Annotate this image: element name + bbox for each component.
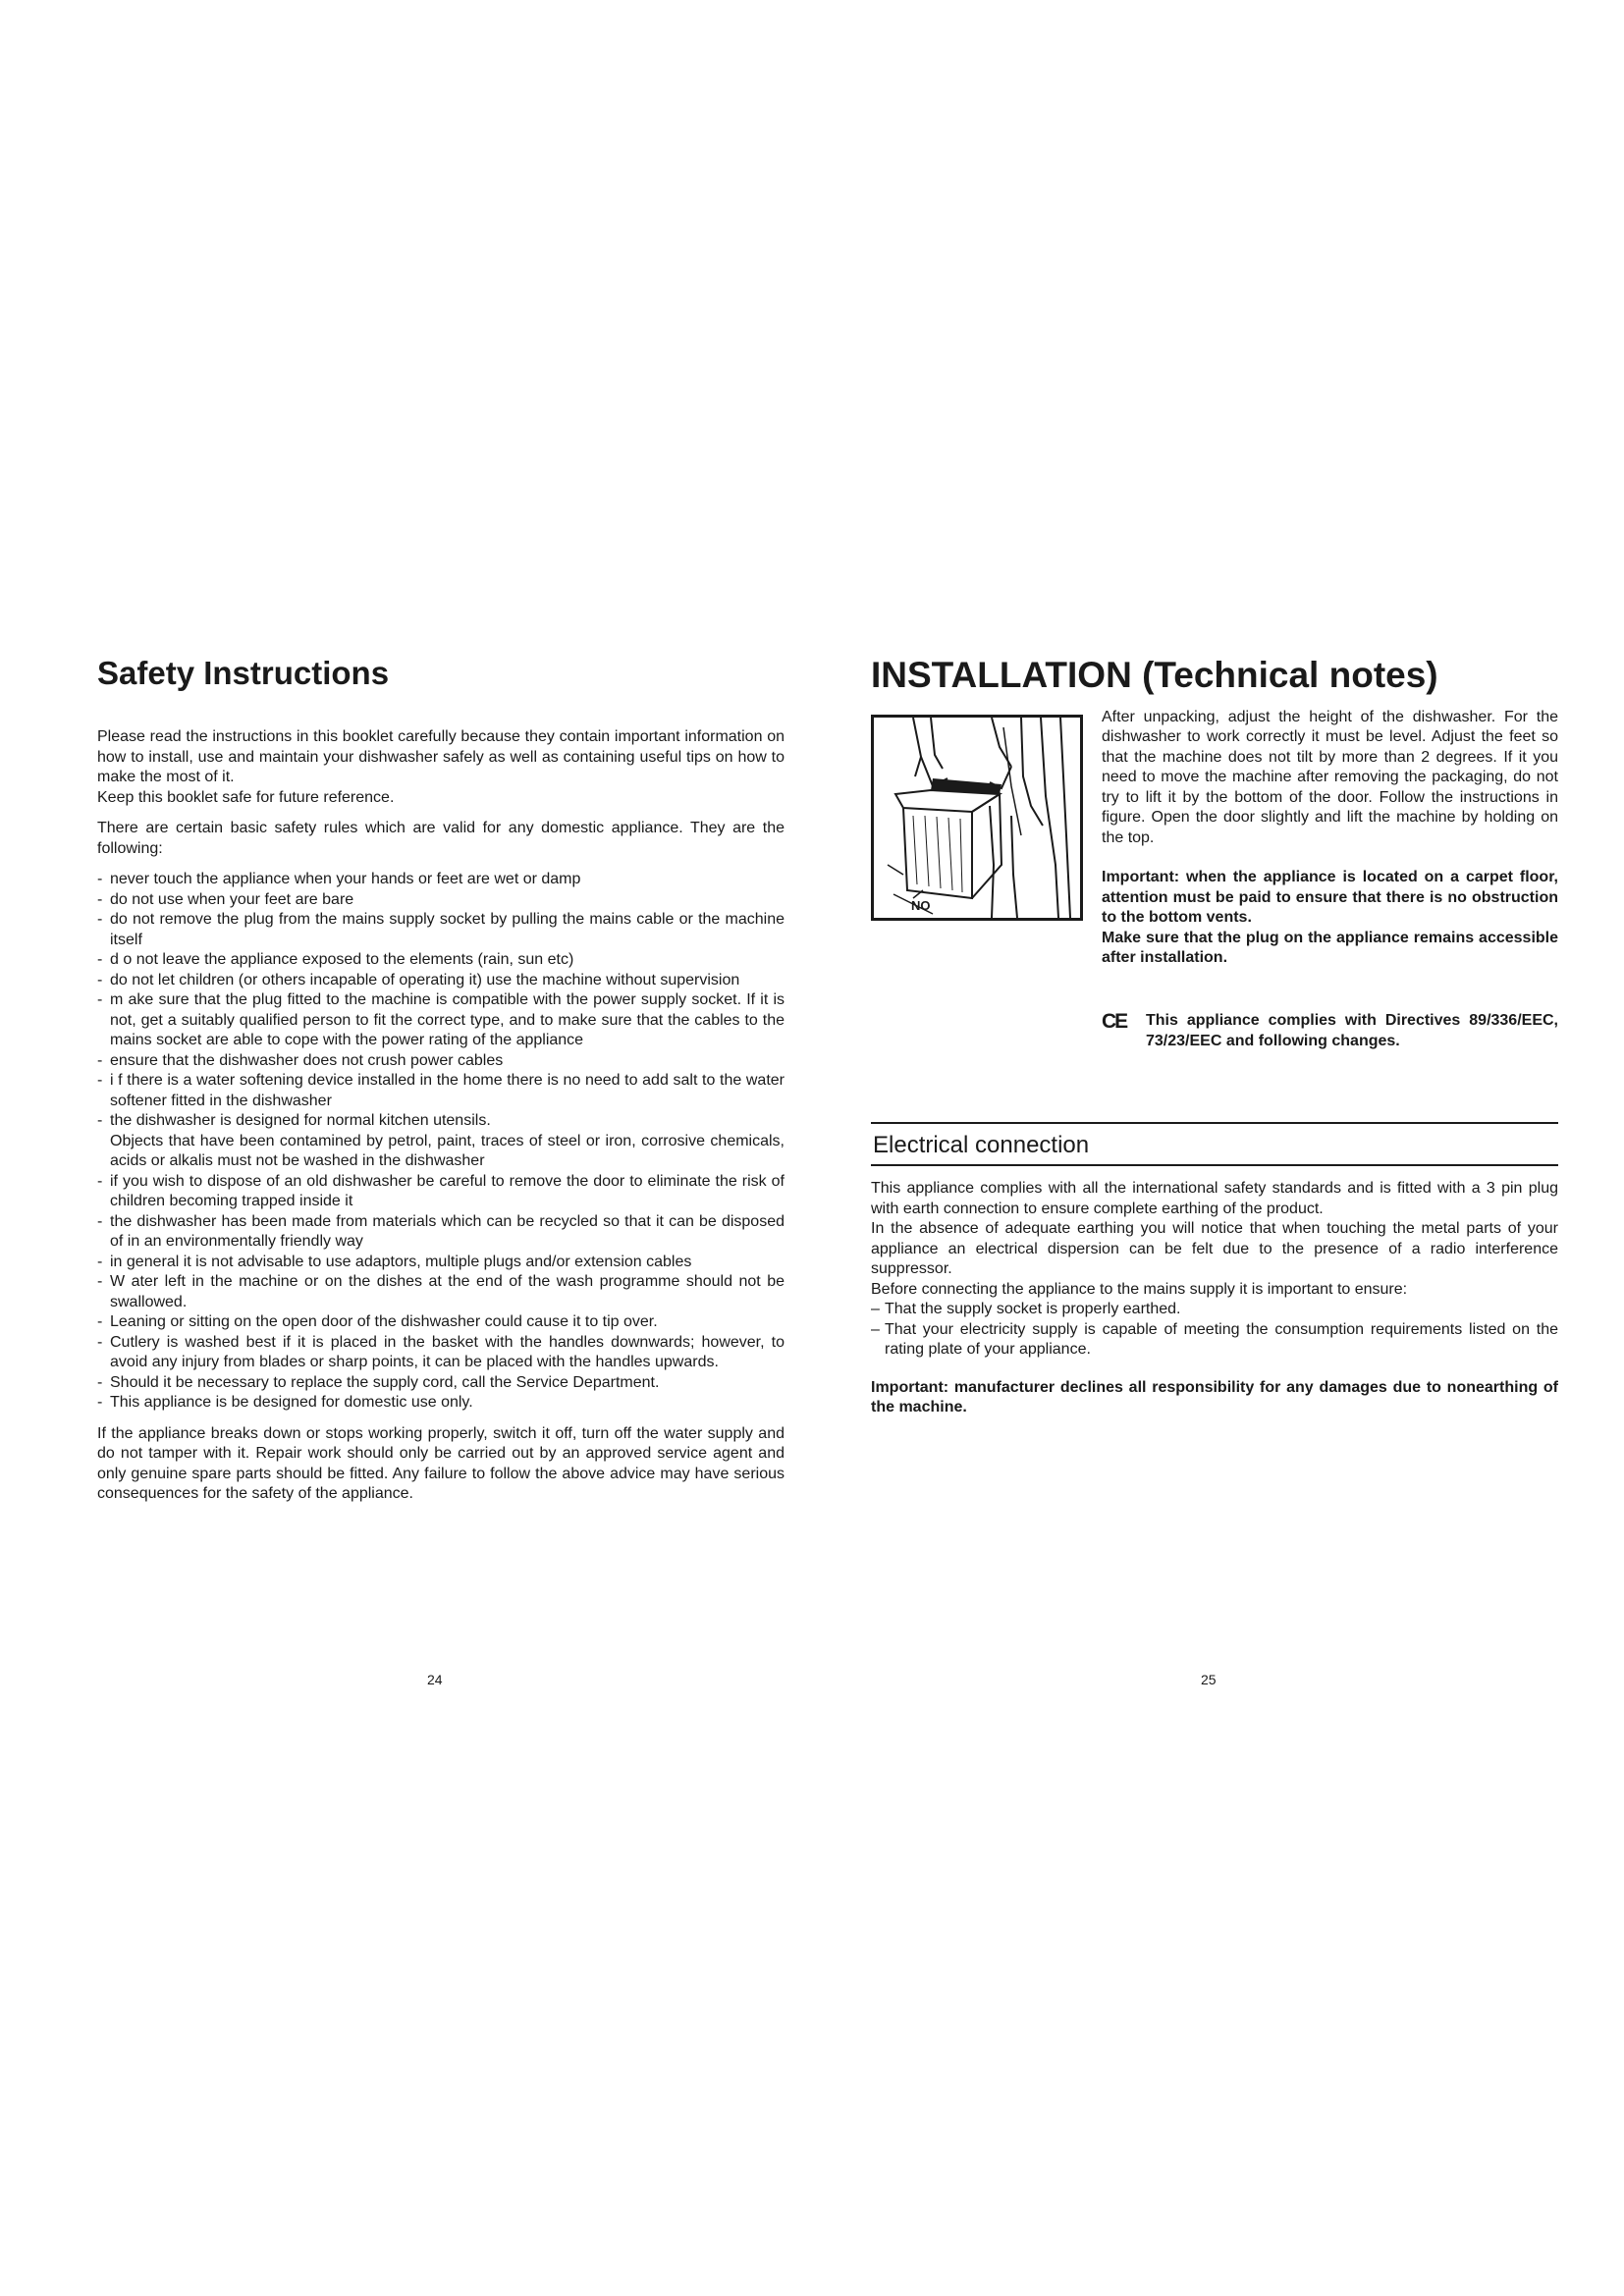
elec-important: Important: manufacturer declines all responsibility for any damages due to nonearthing of the machine. — [871, 1378, 1558, 1415]
elec-checklist — [871, 1300, 1558, 1361]
elec-paragraph-1: This appliance complies with all the international safety standards and is fitted with a 3 pin plug with earth connection to ensure complete earthing of the product. — [871, 1180, 1558, 1217]
list-item: - do not use when your feet are bare — [97, 890, 354, 908]
keep-paragraph: Keep this booklet safe for future reference. — [97, 788, 395, 806]
left-page — [97, 656, 785, 1505]
list-item: – That the supply socket is properly earthed. — [871, 1301, 1181, 1317]
list-item: – That your electricity supply is capable of meeting the consumption requirements listed on the rating plate of your appliance. — [871, 1320, 1558, 1358]
rules-intro: There are certain basic safety rules which are valid for any domestic appliance. They are the following: — [97, 820, 785, 857]
elec-paragraph-2: In the absence of adequate earthing you will notice that when touching the metal parts of your appliance an electrical dispersion can be felt due to the presence of a radio interference suppressor. — [871, 1220, 1558, 1277]
person-lifting-dishwasher-illustration — [874, 718, 1080, 918]
list-item: - m ake sure that the plug fitted to the machine is compatible with the power supply socket. If it is not, get a suitably qualified person to fit the correct type, and to make sure that the cables to the mains socket are able to cope with the power rating of the appliance — [97, 991, 785, 1049]
install-paragraph: After unpacking, adjust the height of the dishwasher. For the dishwasher to work correctly it must be level. Adjust the feet so that the machine does not tilt by more than 2 degrees. If it you need to move the machine after removing the packaging, do not try to lift it by the bottom of the door. Follow the instructions in figure. Open the door slightly and lift the machine by holding on the top. — [1102, 708, 1558, 846]
installation-text — [1102, 708, 1558, 969]
installation-section — [871, 708, 1558, 1012]
list-item: - do not remove the plug from the mains supply socket by pulling the mains cable or the machine itself — [97, 911, 785, 948]
page-number-right: 25 — [1201, 1672, 1217, 1687]
list-item: - do not let children (or others incapable of operating it) use the machine without supervision — [97, 971, 740, 988]
list-item: - never touch the appliance when your hands or feet are wet or damp — [97, 871, 581, 888]
elec-paragraph-3: Before connecting the appliance to the mains supply it is important to ensure: — [871, 1280, 1408, 1298]
electrical-section — [871, 1122, 1558, 1418]
figure-no-label: NO — [911, 897, 931, 913]
list-item: - W ater left in the machine or on the dishes at the end of the wash programme should not be swallowed. — [97, 1273, 785, 1310]
breakdown-paragraph: If the appliance breaks down or stops working properly, switch it off, turn off the water supply and do not tamper with it. Repair work should only be carried out by an approved service agent and only genuine spare parts should be fitted. Any failure to follow the above advice may have serious consequences for the safety of the appliance. — [97, 1424, 785, 1503]
ce-compliance — [1102, 1011, 1558, 1051]
list-item: - Should it be necessary to replace the supply cord, call the Service Department. — [97, 1373, 660, 1391]
list-item: - This appliance is be designed for domestic use only. — [97, 1394, 473, 1412]
list-item: - in general it is not advisable to use adaptors, multiple plugs and/or extension cables — [97, 1253, 692, 1270]
list-item: - i f there is a water softening device installed in the home there is no need to add salt to the water softener fitted in the dishwasher — [97, 1072, 785, 1109]
list-item: - d o not leave the appliance exposed to the elements (rain, sun etc) — [97, 951, 574, 969]
important-carpet: Important: when the appliance is located on a carpet floor, attention must be paid to ensure that there is no obstruction to the bottom vents. — [1102, 869, 1558, 927]
safety-rules-list — [97, 870, 785, 1414]
electrical-title: Electrical connection — [871, 1122, 1558, 1166]
right-page — [871, 655, 1558, 1415]
list-item: - if you wish to dispose of an old dishwasher be careful to remove the door to eliminate the risk of children becoming trapped inside it — [97, 1172, 785, 1210]
lifting-illustration — [871, 715, 1083, 921]
rule-note: Objects that have been contamined by petrol, paint, traces of steel or iron, corrosive chemicals, acids or alkalis must not be washed in the dishwasher — [110, 1132, 785, 1170]
list-item: - Leaning or sitting on the open door of the dishwasher could cause it to tip over. — [97, 1313, 658, 1331]
installation-title: INSTALLATION (Technical notes) — [871, 655, 1438, 695]
list-item: - the dishwasher has been made from materials which can be recycled so that it can be disposed of in an environmentally friendly way — [97, 1212, 785, 1251]
important-plug: Make sure that the plug on the appliance remains accessible after installation. — [1102, 929, 1558, 967]
ce-mark-icon: CE — [1102, 1010, 1127, 1033]
list-item: - Cutlery is washed best if it is placed in the basket with the handles downwards; however, to avoid any injury from blades or sharp points, it can be placed with the handles upwards. — [97, 1333, 785, 1371]
intro-paragraph: Please read the instructions in this booklet carefully because they contain important information on how to install, use and maintain your dishwasher safely as well as containing useful tips on how to make the most of it. — [97, 728, 785, 786]
ce-text: This appliance complies with Directives 89/336/EEC, 73/23/EEC and following changes. — [1146, 1012, 1558, 1049]
page-number-left: 24 — [427, 1672, 443, 1687]
list-item: - the dishwasher is designed for normal kitchen utensils. Objects that have been contamined by petrol, paint, traces of steel or iron, corrosive chemicals, acids or alkalis must not be washed in the dishwasher — [97, 1112, 785, 1170]
list-item: - ensure that the dishwasher does not crush power cables — [97, 1051, 504, 1069]
safety-title: Safety Instructions — [97, 655, 390, 691]
